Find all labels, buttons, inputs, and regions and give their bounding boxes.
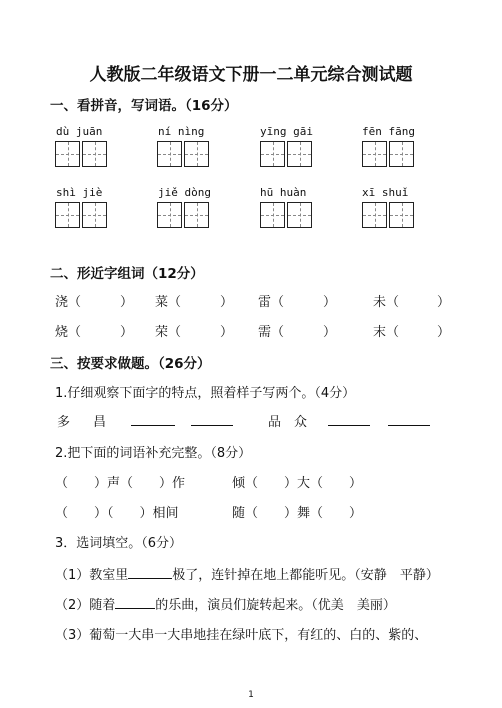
pinyin-2-3: hū huàn — [260, 186, 307, 199]
writing-grid-2-2[interactable] — [157, 202, 211, 228]
pair-item: 末（ — [373, 325, 400, 340]
pinyin-1-3: yīng gāi — [260, 125, 313, 138]
writing-grid-1-1[interactable] — [55, 141, 109, 167]
pinyin-2-1: shì jiè — [56, 186, 103, 199]
section-1-heading: 一、看拼音，写词语。（16分） — [50, 98, 238, 114]
example-char: 品 — [268, 415, 282, 430]
pair-close: ） — [437, 325, 451, 340]
writing-grid-2-1[interactable] — [55, 202, 109, 228]
answer-blank[interactable] — [131, 413, 175, 426]
writing-grid-2-4[interactable] — [362, 202, 416, 228]
example-char: 众 — [294, 415, 308, 430]
pair-close: ） — [120, 325, 134, 340]
pinyin-1-4: fēn fāng — [362, 125, 415, 138]
pair-item: 未（ — [373, 295, 400, 310]
pair-item: 菜（ — [155, 295, 182, 310]
sentence-2: （2）随着 的乐曲，演员们旋转起来。（优美 美丽） — [55, 598, 396, 613]
question-1-text: 1.仔细观察下面字的特点，照着样子写两个。（4分） — [55, 386, 356, 401]
writing-grid-1-3[interactable] — [260, 141, 314, 167]
pair-item: 烧（ — [55, 325, 82, 340]
section-2-heading: 二、形近字组词（12分） — [50, 266, 204, 282]
pair-close: ） — [323, 325, 337, 340]
pair-close: ） — [220, 295, 234, 310]
answer-blank[interactable] — [328, 413, 370, 426]
writing-grid-1-4[interactable] — [362, 141, 416, 167]
pair-item: 雷（ — [258, 295, 285, 310]
answer-blank[interactable] — [191, 413, 233, 426]
pair-close: ） — [120, 295, 134, 310]
answer-blank[interactable] — [128, 566, 172, 579]
fill-phrase: 倾（ ）大（ ） — [232, 476, 363, 491]
question-2-text: 2.把下面的词语补充完整。（8分） — [55, 446, 252, 461]
question-3-text: 3．选词填空。（6分） — [55, 536, 183, 551]
pair-item: 浇（ — [55, 295, 82, 310]
page-number: 1 — [248, 690, 254, 700]
fill-phrase: （ ）声（ ）作 — [55, 476, 186, 491]
fill-phrase: 随（ ）舞（ ） — [232, 506, 363, 521]
pinyin-2-4: xī shuǐ — [362, 186, 409, 199]
pinyin-2-2: jiě dòng — [158, 186, 211, 199]
pinyin-1-1: dù juān — [56, 125, 103, 138]
writing-grid-2-3[interactable] — [260, 202, 314, 228]
pair-item: 荣（ — [155, 325, 182, 340]
answer-blank[interactable] — [115, 596, 155, 609]
example-char: 多 — [57, 415, 71, 430]
pair-close: ） — [437, 295, 451, 310]
answer-blank[interactable] — [388, 413, 430, 426]
pair-close: ） — [323, 295, 337, 310]
sentence-3: （3）葡萄一大串一大串地挂在绿叶底下，有红的、白的、紫的、 — [55, 628, 428, 643]
example-char: 昌 — [93, 415, 107, 430]
pinyin-1-2: ní nìng — [158, 125, 205, 138]
page-title: 人教版二年级语文下册一二单元综合测试题 — [89, 65, 413, 85]
pair-close: ） — [220, 325, 234, 340]
writing-grid-1-2[interactable] — [157, 141, 211, 167]
fill-phrase: （ ）（ ）相间 — [55, 506, 179, 521]
pair-item: 需（ — [258, 325, 285, 340]
sentence-1: （1）教室里 极了，连针掉在地上都能听见。（安静 平静） — [55, 568, 439, 583]
section-3-heading: 三、按要求做题。（26分） — [50, 356, 211, 372]
